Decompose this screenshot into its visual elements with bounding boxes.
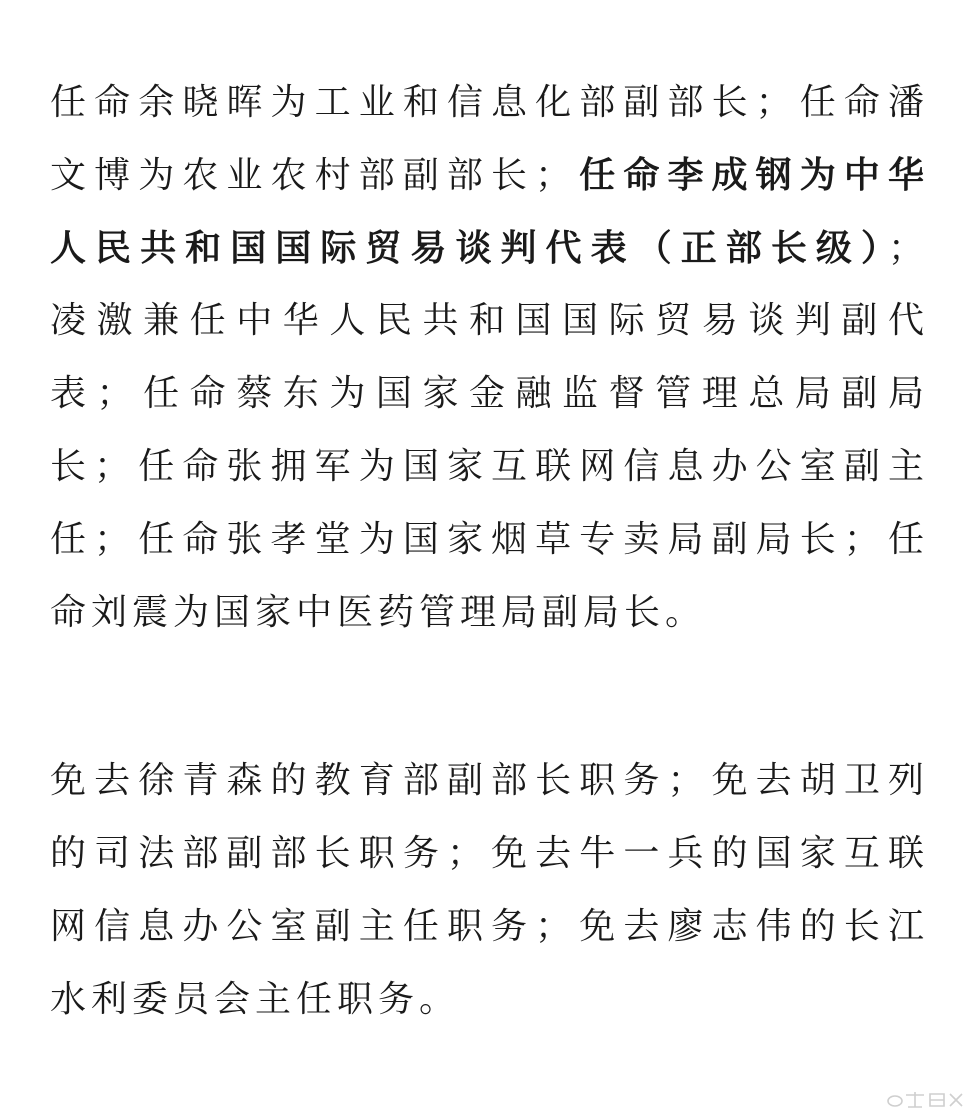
appointment-line-3 [50, 213, 924, 286]
appointment-line-5: 表；任命蔡东为国家金融监督管理总局副局 [50, 373, 924, 415]
article-body [50, 67, 924, 1037]
appointment-line-8: 命刘震为国家中医药管理局副局长。 [50, 591, 707, 633]
removal-line-3: 网信息办公室副主任职务；免去廖志伟的长江 [50, 905, 924, 947]
appointment-line-6: 长；任命张拥军为国家互联网信息办公室副主 [50, 445, 924, 487]
removal-line-2: 的司法部副部长职务；免去牛一兵的国家互联 [50, 833, 924, 875]
appointment-line-2-normal: 文博为农业农村部副部长； [50, 154, 572, 196]
appointment-line-2 [50, 140, 924, 213]
appointment-line-2-bold: 任命李成钢为中华 [571, 154, 924, 196]
removal-paragraph [50, 745, 924, 1036]
removal-line-1: 免去徐青森的教育部副部长职务；免去胡卫列 [50, 760, 924, 802]
paragraph-gap [50, 649, 924, 745]
appointment-paragraph [50, 67, 924, 649]
appointment-line-1: 任命余晓晖为工业和信息化部副部长；任命潘 [50, 82, 924, 123]
appointment-line-7: 任；任命张孝堂为国家烟草专卖局副局长；任 [50, 518, 924, 560]
appointment-line-3-normal: ； [887, 227, 924, 269]
appointment-line-4: 凌激兼任中华人民共和国国际贸易谈判副代 [50, 300, 924, 342]
removal-line-4: 水利委员会主任职务。 [50, 978, 461, 1020]
weibo-watermark-icon [886, 1089, 966, 1111]
appointment-line-3-bold: 人民共和国国际贸易谈判代表（正部长级） [50, 227, 888, 269]
